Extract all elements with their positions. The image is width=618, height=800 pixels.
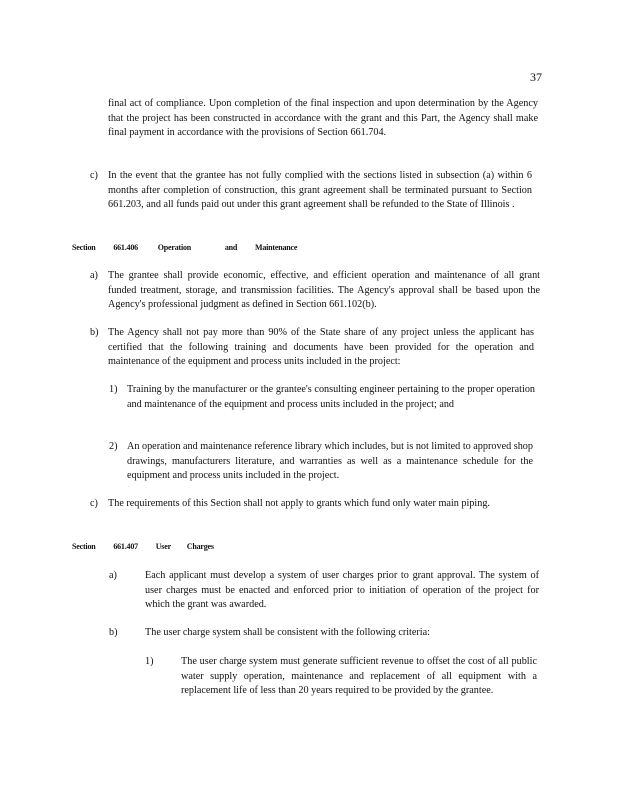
section-number: 661.406 — [113, 243, 138, 252]
item-b-label: b) — [90, 327, 99, 338]
intro-paragraph: final act of compliance. Upon completion of the final inspection and upon determination by the Agency that the project has been constructed in accordance with the grant and this Part, the Agency shall make final payment in accordance with the provisions of Section 661.704. — [108, 98, 538, 139]
section-title-charges: Charges — [186, 542, 214, 551]
item-b1-paragraph: Training by the manufacturer or the grantee's consulting engineer pertaining to the proper operation and maintenance of the equipment and process units included in the project; and — [127, 384, 535, 410]
section-number: 661.407 — [113, 542, 138, 551]
item-b2-paragraph: An operation and maintenance reference library which includes, but is not limited to approved shop drawings, manufacturers literature, and warranties as well as a maintenance schedule for the equipment and process units included in the project. — [127, 441, 533, 482]
section-title-maintenance: Maintenance — [254, 243, 298, 252]
item-b1-label: 1) — [109, 384, 118, 395]
item-c2-label: c) — [90, 498, 98, 509]
section-title-user: User — [155, 542, 171, 551]
section-word: Section — [72, 542, 96, 551]
item-a-label: a) — [90, 270, 98, 281]
section-title-operation: Operation — [157, 243, 192, 252]
page-number: 37 — [530, 70, 542, 84]
item-b2-1-label: 1) — [145, 656, 154, 667]
section-word: Section — [72, 243, 96, 252]
item-c-label: c) — [90, 170, 98, 181]
item-b2-section-paragraph: The user charge system shall be consistent with the following criteria: — [145, 627, 430, 638]
item-b2-section-label: b) — [109, 627, 118, 638]
item-a2-label: a) — [109, 570, 117, 581]
item-a2-paragraph: Each applicant must develop a system of user charges prior to grant approval. The system of user charges must be enacted and enforced prior to initiation of operation of the project for which the grant was awarded. — [145, 570, 539, 611]
item-a-paragraph: The grantee shall provide economic, effective, and efficient operation and maintenance of all grant funded treatment, storage, and transmission facilities. The Agency's approval shall be based upon the Agency's professional judgment as defined in Section 661.102(b). — [108, 270, 540, 311]
item-b2-label: 2) — [109, 441, 118, 452]
item-c2-paragraph: The requirements of this Section shall not apply to grants which fund only water main piping. — [108, 498, 490, 509]
section-heading-661-407 — [72, 542, 214, 551]
section-heading-661-406 — [72, 243, 297, 252]
section-title-and: and — [224, 243, 238, 252]
item-c-paragraph: In the event that the grantee has not fully complied with the sections listed in subsection (a) within 6 months after completion of construction, this grant agreement shall be terminated pursuant to Section 661.203, and all funds paid out under this grant agreement shall be refunded to the State of Illinois . — [108, 170, 532, 211]
item-b-paragraph: The Agency shall not pay more than 90% of the State share of any project unless the applicant has certified that the following training and documents have been provided for the operation and maintenance of the equipment and process units included in the project: — [108, 327, 534, 368]
item-b2-1-paragraph: The user charge system must generate sufficient revenue to offset the cost of all public water supply operation, maintenance and replacement of all equipment with a replacement life of less than 20 years required to be provided by the grantee. — [181, 656, 537, 697]
